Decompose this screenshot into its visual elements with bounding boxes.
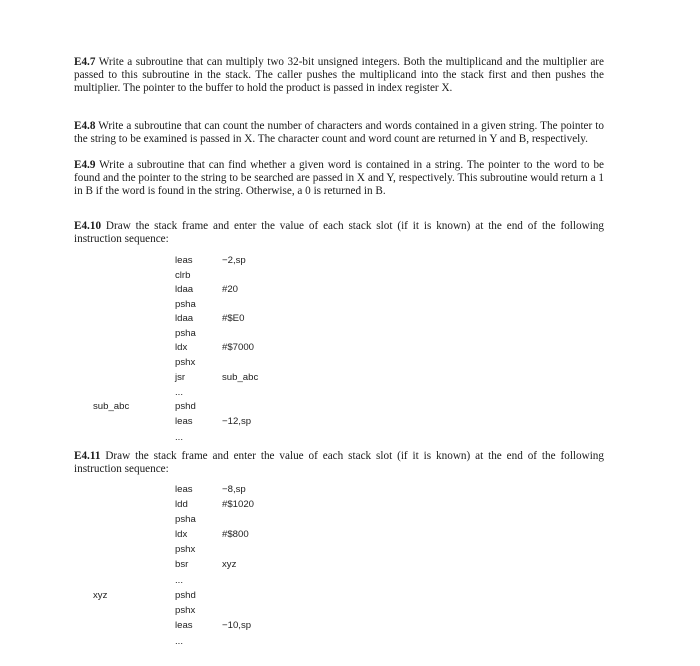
code-op: ldaa [175,313,194,324]
code-op: psha [175,514,196,525]
code-ellipsis: ... [175,575,183,586]
code-label: sub_abc [93,401,130,412]
code-op: ldx [175,529,188,540]
code-op: ldaa [175,284,194,295]
code-op: pshx [175,544,196,555]
code-op: bsr [175,559,189,570]
code-op: ldx [175,342,188,353]
exercise-text: Draw the stack frame and enter the value of each stack slot (if it is known) at the end of the following instruction sequence: [74,450,604,475]
code-op: pshx [175,605,196,616]
code-arg: xyz [222,559,237,570]
code-label: xyz [93,590,108,601]
code-ellipsis: ... [175,387,183,398]
exercise-e4-7 [74,56,604,95]
code-op: pshd [175,590,196,601]
code-ellipsis: ... [175,636,183,647]
exercise-text: Draw the stack frame and enter the value of each stack slot (if it is known) at the end of the following instruction sequence: [74,220,604,245]
exercise-number: E4.9 [74,159,96,171]
code-arg: −10,sp [222,620,252,631]
exercise-e4-11 [74,450,604,476]
exercise-e4-10 [74,220,604,246]
code-arg: sub_abc [222,372,259,383]
exercise-number: E4.11 [74,450,101,462]
exercise-number: E4.10 [74,220,102,232]
code-op: leas [175,484,193,495]
code-op: leas [175,255,193,266]
code-arg: #$1020 [222,499,255,510]
exercise-text: Write a subroutine that can find whether a given word is contained in a string. The pointer to the word to be found and the pointer to the string to be searched are passed in X and Y, respectively. This subroutine would return a 1 in B if the word is found in the string. Otherwise, a 0 is returned in B. [74,159,604,197]
code-op: ldd [175,499,188,510]
exercise-number: E4.7 [74,56,96,68]
code-op: clrb [175,270,191,281]
code-arg: −8,sp [222,484,246,495]
code-op: psha [175,299,196,310]
code-arg: #$E0 [222,313,245,324]
exercise-text: Write a subroutine that can count the number of characters and words contained in a given string. The pointer to the string to be examined is passed in X. The character count and word count are returned in Y and B, respectively. [74,120,604,145]
code-arg: −2,sp [222,255,246,266]
exercise-number: E4.8 [74,120,96,132]
code-op: jsr [175,372,186,383]
exercise-e4-9 [74,159,604,198]
code-arg: −12,sp [222,416,252,427]
code-arg: #$800 [222,529,249,540]
code-arg: #20 [222,284,239,295]
code-op: leas [175,620,193,631]
code-op: pshd [175,401,196,412]
code-op: psha [175,328,196,339]
exercise-text: Write a subroutine that can multiply two 32-bit unsigned integers. Both the multiplicand and the multiplier are passed to this subroutine in the stack. The caller pushes the multiplicand into the stack first and then pushes the multiplier. The pointer to the buffer to hold the product is passed in index register X. [74,56,604,94]
exercise-e4-8 [74,120,604,146]
code-op: pshx [175,357,196,368]
code-op: leas [175,416,193,427]
code-arg: #$7000 [222,342,255,353]
code-ellipsis: ... [175,432,183,443]
